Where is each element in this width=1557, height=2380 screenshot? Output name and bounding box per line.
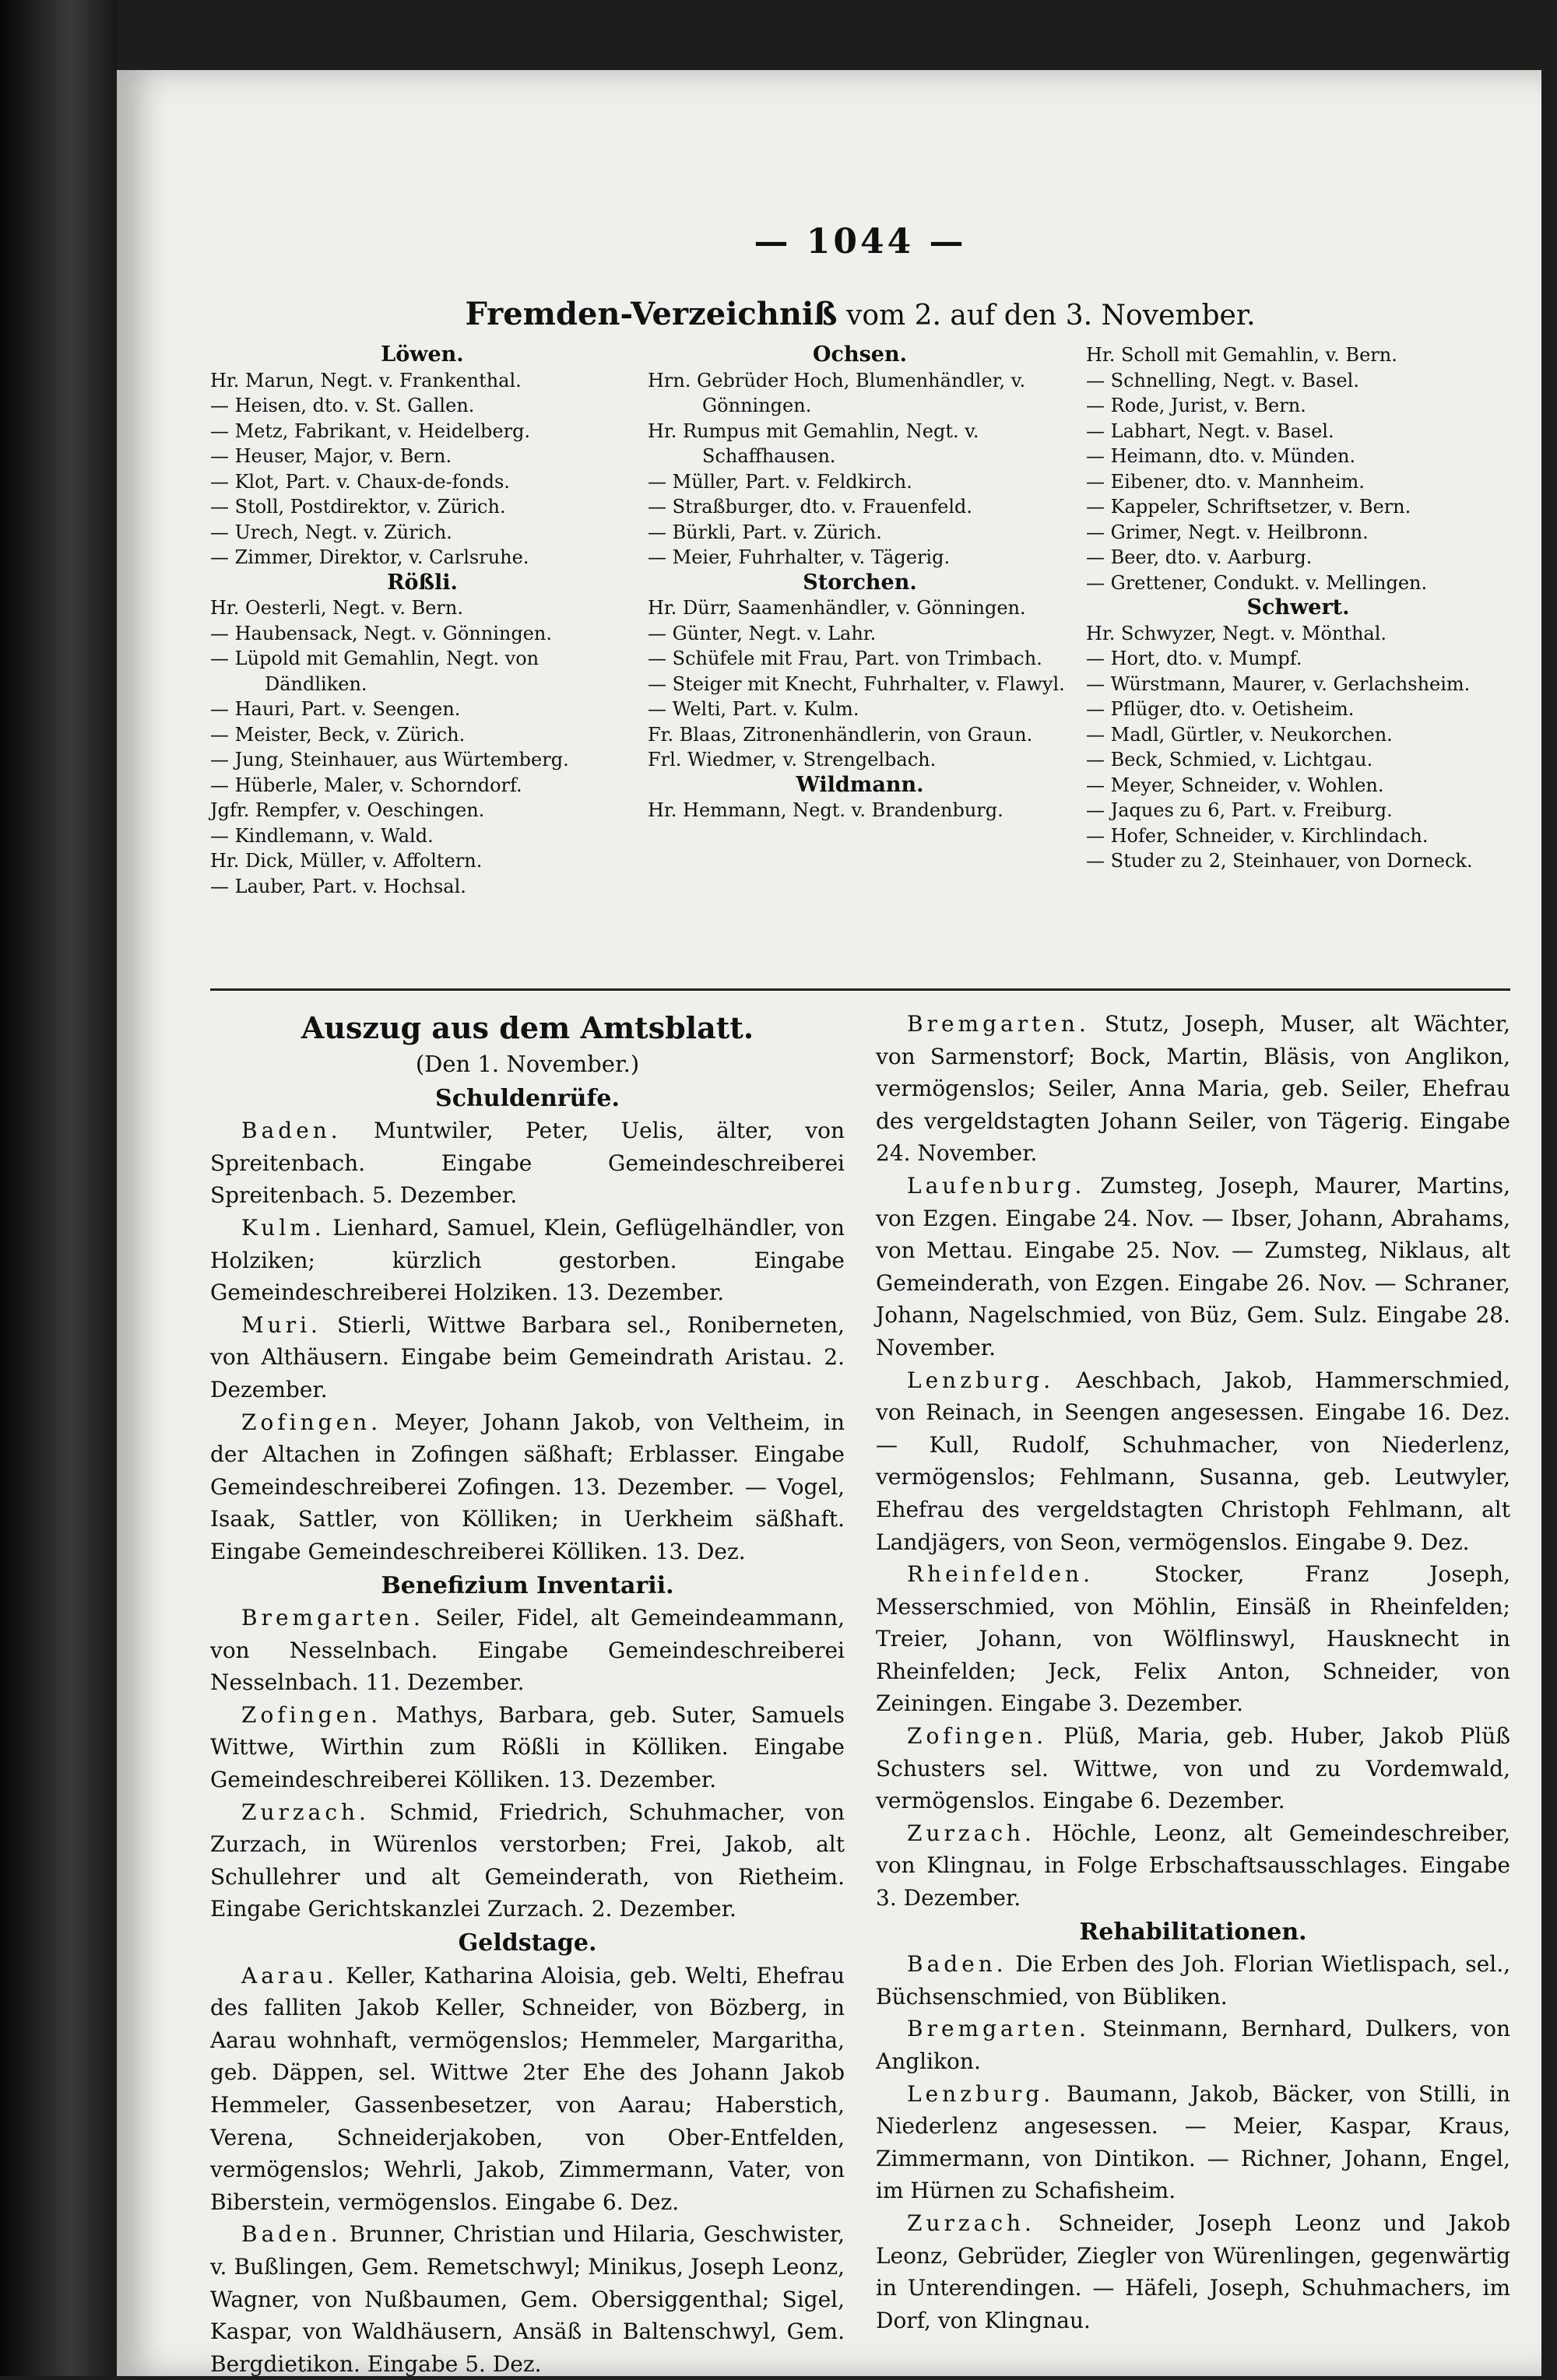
- section-heading: Wildmann.: [796, 772, 924, 797]
- amtsblatt-left-column: [210, 1008, 845, 2380]
- guest-entry: — Lauber, Part. v. Hochsal.: [210, 875, 466, 897]
- notice-paragraph: [210, 1115, 845, 1212]
- amtsblatt-right-column: [876, 1008, 1510, 2336]
- guest-entry: Hr. Dürr, Saamenhändler, v. Gönningen.: [648, 597, 1026, 619]
- fremden-column-3: [1086, 342, 1510, 874]
- notice-paragraph: [210, 1602, 845, 1699]
- notice-paragraph: [876, 1817, 1510, 1915]
- guest-entry: — Meier, Fuhrhalter, v. Tägerig.: [648, 546, 951, 568]
- notice-text: Stierli, Wittwe Barbara sel., Roniberneten, von Althäusern. Eingabe beim Gemeindrath Aristau. 2. Dezember.: [210, 1311, 845, 1402]
- guest-entry: Hr. Scholl mit Gemahlin, v. Bern.: [1086, 344, 1397, 366]
- guest-entry: Jgfr. Rempfer, v. Oeschingen.: [210, 799, 485, 821]
- guest-entry: Hr. Hemmann, Negt. v. Brandenburg.: [648, 799, 1003, 821]
- guest-entry: — Hüberle, Maler, v. Schorndorf.: [210, 774, 522, 796]
- guest-entry: — Zimmer, Direktor, v. Carlsruhe.: [210, 546, 529, 568]
- notice-text: Muntwiler, Peter, Uelis, älter, von Spreitenbach. Eingabe Gemeindeschreiberei Spreitenbach. 5. Dezember.: [210, 1118, 845, 1209]
- notice-text: Steinmann, Bernhard, Dulkers, von Anglikon.: [876, 2016, 1510, 2074]
- guest-entry: — Kindlemann, v. Wald.: [210, 824, 434, 847]
- guest-entry: — Pflüger, dto. v. Oetisheim.: [1086, 698, 1355, 720]
- notice-paragraph: [876, 2207, 1510, 2336]
- guest-entry: — Steiger mit Knecht, Fuhrhalter, v. Flawyl.: [648, 672, 1065, 695]
- guest-entry: — Urech, Negt. v. Zürich.: [210, 521, 452, 543]
- guest-entry: — Haubensack, Negt. v. Gönningen.: [210, 622, 552, 644]
- guest-entry: — Würstmann, Maurer, v. Gerlachsheim.: [1086, 672, 1471, 695]
- notice-text: Baumann, Jakob, Bäcker, von Stilli, in Niederlenz angesessen. — Meier, Kaspar, Kraus, Zimmermann, von Dintikon. — Richner, Johann, Engel, im Hürnen zu Schafisheim.: [876, 2080, 1510, 2204]
- fremden-columns: [210, 342, 1510, 981]
- section-rule: [210, 988, 1510, 991]
- place-name: Zurzach.: [907, 1820, 1035, 1846]
- section-heading: Rehabilitationen.: [1079, 1918, 1307, 1946]
- fremden-heading: [210, 296, 1510, 332]
- notice-text: Höchle, Leonz, alt Gemeindeschreiber, von Klingnau, in Folge Erbschaftsausschlages. Eingabe 3. Dezember.: [876, 1820, 1510, 1911]
- newspaper-page: [117, 70, 1541, 2376]
- notice-paragraph: [210, 1212, 845, 1309]
- notice-paragraph: [210, 1960, 845, 2219]
- notice-paragraph: [876, 1008, 1510, 1170]
- amtsblatt-date: (Den 1. November.): [415, 1051, 640, 1077]
- notice-paragraph: [210, 1699, 845, 1796]
- place-name: Lenzburg.: [907, 2080, 1055, 2107]
- section-heading: Rößli.: [387, 570, 458, 595]
- place-name: Muri.: [241, 1311, 322, 1338]
- place-name: Zurzach.: [241, 1799, 370, 1825]
- guest-entry: — Hauri, Part. v. Seengen.: [210, 698, 461, 720]
- notice-paragraph: [876, 2078, 1510, 2207]
- place-name: Rheinfelden.: [907, 1561, 1094, 1588]
- section-heading: Schuldenrüfe.: [435, 1084, 620, 1112]
- guest-entry: — Beer, dto. v. Aarburg.: [1086, 546, 1313, 568]
- notice-text: Mathys, Barbara, geb. Suter, Samuels Wittwe, Wirthin zum Rößli in Kölliken. Eingabe Gemeindeschreiberei Kölliken. 13. Dezember.: [210, 1701, 845, 1793]
- guest-entry: Hrn. Gebrüder Hoch, Blumenhändler, v. Gönningen.: [648, 369, 1026, 416]
- place-name: Bremgarten.: [907, 1011, 1090, 1037]
- book-spine: [0, 0, 117, 2376]
- guest-entry: — Beck, Schmied, v. Lichtgau.: [1086, 749, 1373, 771]
- guest-entry: Frl. Wiedmer, v. Strengelbach.: [648, 749, 937, 771]
- guest-entry: — Metz, Fabrikant, v. Heidelberg.: [210, 419, 531, 442]
- amtsblatt-left-body: [210, 1083, 845, 2380]
- notice-paragraph: [210, 1309, 845, 1406]
- place-name: Bremgarten.: [241, 1605, 424, 1631]
- guest-entry: — Grettener, Condukt. v. Mellingen.: [1086, 571, 1428, 594]
- guest-entry: — Meister, Beck, v. Zürich.: [210, 723, 466, 746]
- fremden-column-2: [648, 342, 1072, 823]
- section-heading: Geldstage.: [458, 1929, 597, 1957]
- notice-paragraph: [876, 2013, 1510, 2077]
- guest-entry: — Heimann, dto. v. Münden.: [1086, 445, 1356, 467]
- guest-entry: — Meyer, Schneider, v. Wohlen.: [1086, 774, 1384, 796]
- guest-entry: — Welti, Part. v. Kulm.: [648, 698, 859, 720]
- notice-paragraph: [876, 1720, 1510, 1817]
- notice-text: Plüß, Maria, geb. Huber, Jakob Plüß Schusters sel. Wittwe, von und zu Vordemwald, vermögenslos. Eingabe 6. Dezember.: [876, 1723, 1510, 1814]
- notice-text: Meyer, Johann Jakob, von Veltheim, in der Altachen in Zofingen säßhaft; Erblasser. Eingabe Gemeindeschreiberei Zofingen. 13. Dezember. — Vogel, Isaak, Sattler, von Kölliken; in Uerkheim säßhaft. Eingabe Gemeindeschreiberei Kölliken. 13. Dez.: [210, 1409, 845, 1564]
- place-name: Lenzburg.: [907, 1367, 1055, 1393]
- section-heading: Löwen.: [381, 342, 464, 367]
- notice-paragraph: [210, 1406, 845, 1568]
- place-name: Laufenburg.: [907, 1172, 1086, 1199]
- guest-entry: — Stoll, Postdirektor, v. Zürich.: [210, 496, 506, 518]
- guest-entry: — Schnelling, Negt. v. Basel.: [1086, 369, 1359, 391]
- guest-entry: — Günter, Negt. v. Lahr.: [648, 622, 877, 644]
- guest-entry: — Hofer, Schneider, v. Kirchlindach.: [1086, 824, 1429, 847]
- notice-text: Keller, Katharina Aloisia, geb. Welti, Ehefrau des falliten Jakob Keller, Schneider, von Bözberg, in Aarau wohnhaft, vermögenslos; Hemmeler, Margaritha, geb. Däppen, sel. Wittwe 2ter Ehe des Johann Jakob Hemmeler, Gassenbesetzer, von Aarau; Haberstich, Verena, Schneiderjakoben, von Ober-Entfelden, vermögenslos; Wehrli, Jakob, Zimmermann, Vater, von Biberstein, vermögenslos. Eingabe 6. Dez.: [210, 1962, 845, 2215]
- place-name: Baden.: [241, 1118, 342, 1144]
- fremden-column-1: [210, 342, 634, 899]
- guest-entry: — Bürkli, Part. v. Zürich.: [648, 521, 882, 543]
- notice-text: Schmid, Friedrich, Schuhmacher, von Zurzach, in Würenlos verstorben; Frei, Jakob, alt Schullehrer und alt Gemeinderath, von Rietheim. Eingabe Gerichtskanzlei Zurzach. 2. Dezember.: [210, 1799, 845, 1922]
- guest-entry: — Eibener, dto. v. Mannheim.: [1086, 470, 1365, 493]
- guest-entry: — Lüpold mit Gemahlin, Negt. von Dändliken.: [210, 648, 540, 695]
- guest-entry: Hr. Marun, Negt. v. Frankenthal.: [210, 369, 522, 391]
- guest-entry: Hr. Rumpus mit Gemahlin, Negt. v. Schaffhausen.: [648, 419, 979, 467]
- notice-text: Stocker, Franz Joseph, Messerschmied, von Möhlin, Einsäß in Rheinfelden; Treier, Johann, von Wölflinswyl, Hausknecht in Rheinfelden; Jeck, Felix Anton, Schneider, von Zeiningen. Eingabe 3. Dezember.: [876, 1561, 1510, 1717]
- notice-text: Brunner, Christian und Hilaria, Geschwister, v. Bußlingen, Gem. Remetschwyl; Minikus, Joseph Leonz, Wagner, von Nußbaumen, Gem. Obersiggenthal; Sigel, Kaspar, von Waldhäusern, Ansäß in Baltenschwyl, Gem. Bergdietikon. Eingabe 5. Dez.: [210, 2221, 845, 2377]
- place-name: Kulm.: [241, 1214, 325, 1241]
- notice-text: Die Erben des Joh. Florian Wietlispach, sel., Büchsenschmied, von Bübliken.: [876, 1951, 1511, 2010]
- place-name: Zurzach.: [907, 2210, 1035, 2236]
- guest-entry: Fr. Blaas, Zitronenhändlerin, von Graun.: [648, 723, 1033, 746]
- guest-entry: — Studer zu 2, Steinhauer, von Dorneck.: [1086, 850, 1473, 872]
- section-heading: Storchen.: [803, 570, 917, 595]
- notice-paragraph: [876, 1558, 1510, 1720]
- guest-entry: — Schüfele mit Frau, Part. von Trimbach.: [648, 648, 1042, 669]
- guest-entry: — Madl, Gürtler, v. Neukorchen.: [1086, 723, 1393, 746]
- amtsblatt-right-body: [876, 1008, 1510, 2336]
- guest-entry: — Heisen, dto. v. St. Gallen.: [210, 395, 475, 416]
- guest-entry: — Labhart, Negt. v. Basel.: [1086, 419, 1334, 442]
- guest-entry: Hr. Dick, Müller, v. Affoltern.: [210, 850, 483, 872]
- guest-entry: — Jung, Steinhauer, aus Würtemberg.: [210, 749, 569, 771]
- place-name: Bremgarten.: [907, 2016, 1090, 2042]
- guest-entry: — Hort, dto. v. Mumpf.: [1086, 648, 1302, 669]
- place-name: Aarau.: [241, 1962, 338, 1989]
- notice-paragraph: [876, 1364, 1510, 1559]
- notice-text: Stutz, Joseph, Muser, alt Wächter, von Sarmenstorf; Bock, Martin, Bläsis, von Anglikon, vermögenslos; Seiler, Anna Maria, geb. Seiler, Ehefrau des vergeldstagten Johann Seiler, von Tägerig. Eingabe 24. November.: [876, 1011, 1510, 1167]
- guest-entry: — Grimer, Negt. v. Heilbronn.: [1086, 521, 1369, 543]
- guest-entry: — Kappeler, Schriftsetzer, v. Bern.: [1086, 496, 1411, 518]
- guest-entry: — Straßburger, dto. v. Frauenfeld.: [648, 496, 973, 518]
- guest-entry: — Heuser, Major, v. Bern.: [210, 445, 452, 467]
- guest-entry: — Rode, Jurist, v. Bern.: [1086, 395, 1306, 416]
- notice-paragraph: [876, 1948, 1510, 2013]
- place-name: Baden.: [907, 1951, 1007, 1978]
- amtsblatt-title: Auszug aus dem Amtsblatt.: [301, 1010, 754, 1045]
- guest-entry: — Jaques zu 6, Part. v. Freiburg.: [1086, 799, 1393, 821]
- guest-entry: — Müller, Part. v. Feldkirch.: [648, 470, 912, 493]
- notice-text: Zumsteg, Joseph, Maurer, Martins, von Ezgen. Eingabe 24. Nov. — Ibser, Johann, Abrahams, von Mettau. Eingabe 25. Nov. — Zumsteg, Niklaus, alt Gemeinderath, von Ezgen. Eingabe 26. Nov. — Schraner, Johann, Nagelschmied, von Büz, Gem. Sulz. Eingabe 28. November.: [876, 1172, 1510, 1360]
- notice-text: Schneider, Joseph Leonz und Jakob Leonz, Gebrüder, Ziegler von Würenlingen, gegenwärtig in Unterendingen. — Häfeli, Joseph, Schuhmachers, im Dorf, von Klingnau.: [876, 2210, 1510, 2333]
- notice-text: Seiler, Fidel, alt Gemeindeammann, von Nesselnbach. Eingabe Gemeindeschreiberei Nesselnbach. 11. Dezember.: [210, 1605, 845, 1696]
- place-name: Zofingen.: [241, 1409, 382, 1435]
- notice-text: Aeschbach, Jakob, Hammerschmied, von Reinach, in Seengen angesessen. Eingabe 16. Dez. — Kull, Rudolf, Schuhmacher, von Niederlenz, vermögenslos; Fehlmann, Susanna, geb. Leutwyler, Ehefrau des vergeldstagten Christoph Fehlmann, alt Landjägers, von Seon, vermögenslos. Eingabe 9. Dez.: [876, 1367, 1510, 1555]
- section-heading: Ochsen.: [813, 342, 907, 367]
- notice-paragraph: [210, 1796, 845, 1925]
- guest-entry: — Klot, Part. v. Chaux-de-fonds.: [210, 470, 510, 493]
- section-heading: Benefizium Inventarii.: [381, 1571, 674, 1599]
- fremden-date: vom 2. auf den 3. November.: [845, 300, 1256, 332]
- section-heading: Schwert.: [1246, 595, 1350, 620]
- guest-entry: Hr. Oesterli, Negt. v. Bern.: [210, 597, 463, 619]
- place-name: Baden.: [241, 2221, 342, 2248]
- notice-paragraph: [876, 1170, 1510, 1364]
- place-name: Zofingen.: [907, 1723, 1048, 1750]
- page-number: — 1044 —: [754, 222, 967, 262]
- fremden-title: Fremden-Verzeichniß: [465, 296, 838, 332]
- notice-paragraph: [210, 2218, 845, 2380]
- place-name: Zofingen.: [241, 1701, 382, 1728]
- guest-entry: Hr. Schwyzer, Negt. v. Mönthal.: [1086, 622, 1387, 644]
- notice-text: Lienhard, Samuel, Klein, Geflügelhändler, von Holziken; kürzlich gestorben. Eingabe Gemeindeschreiberei Holziken. 13. Dezember.: [210, 1214, 845, 1306]
